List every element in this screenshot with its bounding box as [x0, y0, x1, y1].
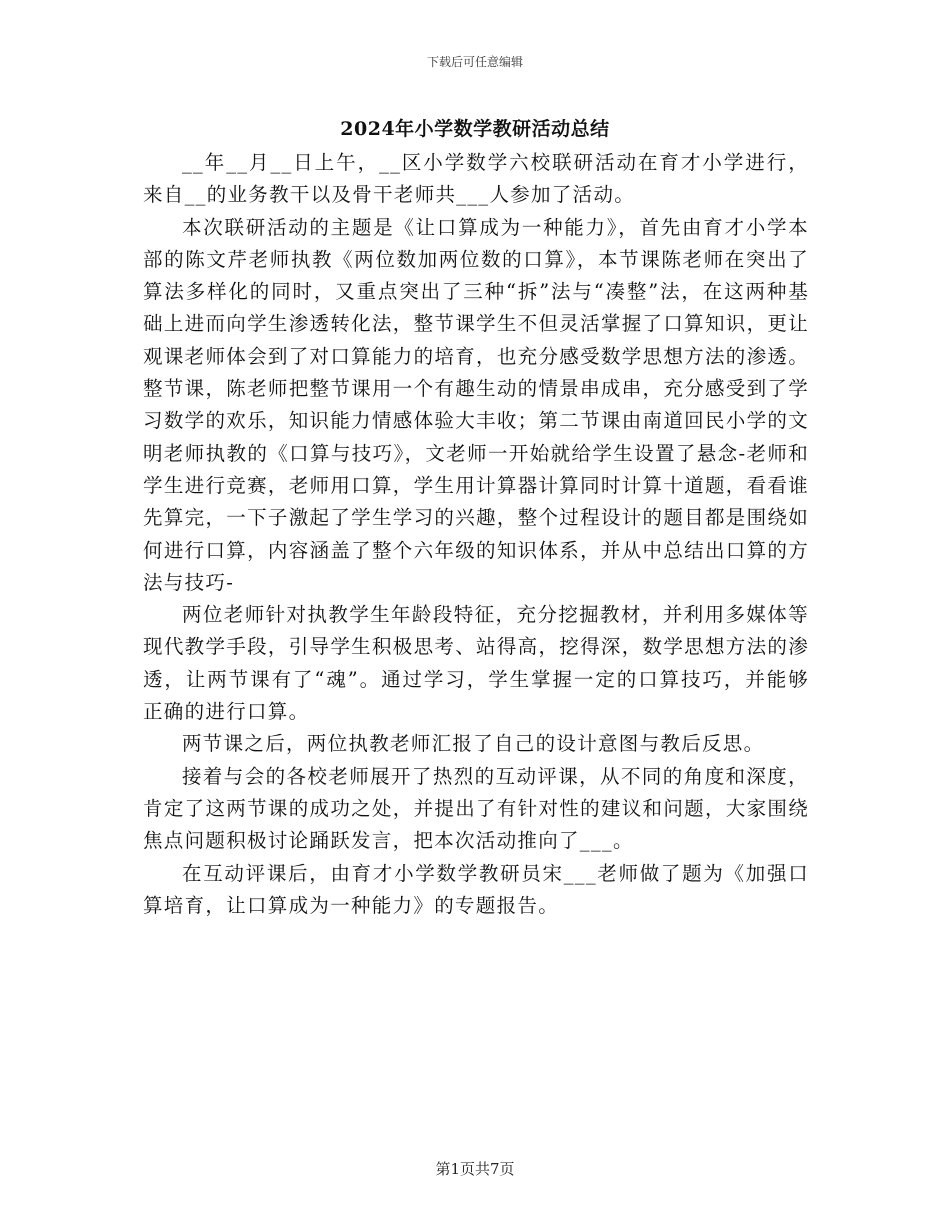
- paragraph: 在互动评课后，由育才小学数学教研员宋___老师做了题为《加强口算培育，让口算成为一种能力》的专题报告。: [143, 861, 809, 917]
- paragraph: 两节课之后，两位执教老师汇报了自己的设计意图与教后反思。: [182, 732, 765, 756]
- paragraph: 本次联研活动的主题是《让口算成为一种能力》，首先由育才小学本部的陈文芹老师执教《两位数加两位数的口算》，本节课陈老师在突出了算法多样化的同时，又重点突出了三种“拆”法与“凑整”法，在这两种基础上进而向学生渗透转化法，整节课学生不但灵活掌握了口算知识，更让观课老师体会到了对口算能力的培育，也充分感受数学思想方法的渗透。整节课，陈老师把整节课用一个有趣生动的情景串成串，充分感受到了学习数学的欢乐，知识能力情感体验大丰收；第二节课由南道回民小学的文明老师执教的《口算与技巧》，文老师一开始就给学生设置了悬念-老师和学生进行竞赛，老师用口算，学生用计算器计算同时计算十道题，看看谁先算完，一下子激起了学生学习的兴趣，整个过程设计的题目都是围绕如何进行口算，内容涵盖了整个六年级的知识体系，并从中总结出口算的方法与技巧-: [143, 215, 809, 594]
- paragraph: 两位老师针对执教学生年龄段特征，充分挖掘教材，并利用多媒体等现代教学手段，引导学生积极思考、站得高，挖得深，数学思想方法的渗透，让两节课有了“魂”。通过学习，学生掌握一定的口算技巧，并能够正确的进行口算。: [143, 603, 809, 724]
- header-note: 下载后可任意编辑: [426, 55, 523, 69]
- paragraph: __年__月__日上午，__区小学数学六校联研活动在育才小学进行，来自__的业务教干以及骨干老师共___人参加了活动。: [143, 151, 809, 207]
- page-footer: 第1页共7页: [435, 1160, 515, 1178]
- document-title: 2024年小学数学教研活动总结: [340, 118, 610, 140]
- document-body: [143, 147, 809, 922]
- paragraph: 接着与会的各校老师展开了热烈的互动评课，从不同的角度和深度，肯定了这两节课的成功之处，并提出了有针对性的建议和问题，大家围绕焦点问题积极讨论踊跃发言，把本次活动推向了___。: [143, 764, 809, 853]
